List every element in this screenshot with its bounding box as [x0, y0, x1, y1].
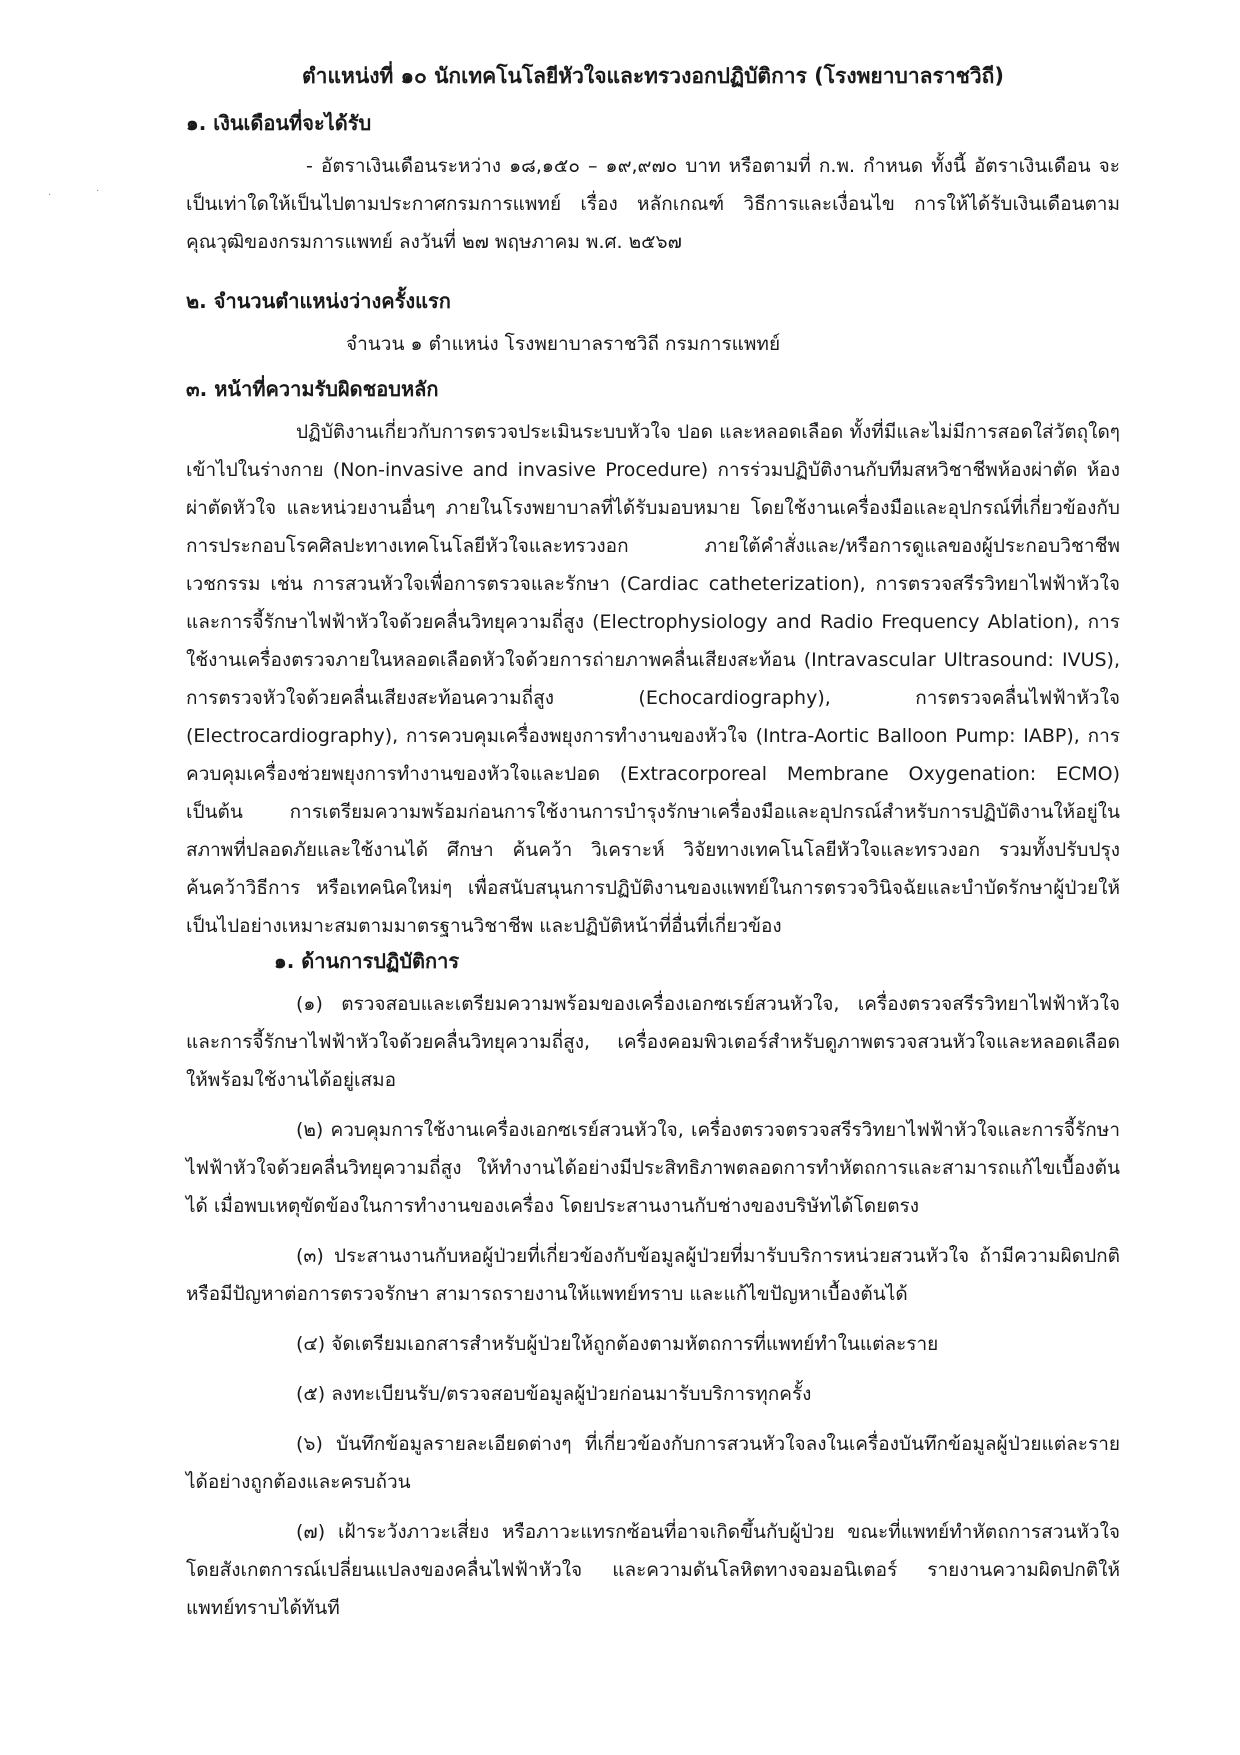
duty-item-1: (๑) ตรวจสอบและเตรียมความพร้อมของเครื่องเอกซเรย์สวนหัวใจ, เครื่องตรวจสรีรวิทยาไฟฟ้าหัวใจและการจี้รักษาไฟฟ้าหัวใจด้วยคลื่นวิทยุความถี่สูง, เครื่องคอมพิวเตอร์สำหรับดูภาพตรวจสวนหัวใจและหลอดเลือด ให้พร้อมใช้งานได้อยู่เสมอ: [186, 993, 1120, 1091]
section-1-heading: ๑. เงินเดือนที่จะได้รับ: [186, 111, 372, 135]
section-3-heading: ๓. หน้าที่ความรับผิดชอบหลัก: [186, 377, 439, 401]
duty-item-3: (๓) ประสานงานกับหอผู้ป่วยที่เกี่ยวข้องกับข้อมูลผู้ป่วยที่มารับบริการหน่วยสวนหัวใจ ถ้ามีความผิดปกติหรือมีปัญหาต่อการตรวจรักษา สามารถรายงานให้แพทย์ทราบ และแก้ไขปัญหาเบื้องต้นได้: [186, 1245, 1120, 1305]
scan-speck: ·: [96, 186, 100, 197]
section-2-heading: ๒. จำนวนตำแหน่งว่างครั้งแรก: [186, 289, 451, 313]
duty-item-6: (๖) บันทึกข้อมูลรายละเอียดต่างๆ ที่เกี่ยวข้องกับการสวนหัวใจลงในเครื่องบันทึกข้อมูลผู้ป่วยแต่ละรายได้อย่างถูกต้องและครบถ้วน: [186, 1433, 1120, 1493]
duty-item-4: (๔) จัดเตรียมเอกสารสำหรับผู้ป่วยให้ถูกต้องตามหัตถการที่แพทย์ทำในแต่ละราย: [296, 1333, 939, 1355]
salary-paragraph: - อัตราเงินเดือนระหว่าง ๑๘,๑๕๐ – ๑๙,๙๗๐ บาท หรือตามที่ ก.พ. กำหนด ทั้งนี้ อัตราเงินเดือน จะเป็นเท่าใดให้เป็นไปตามประกาศกรมการแพทย์ เรื่อง หลักเกณฑ์ วิธีการและเงื่อนไข การให้ได้รับเงินเดือนตามคุณวุฒิของกรมการแพทย์ ลงวันที่ ๒๗ พฤษภาคม พ.ศ. ๒๕๖๗: [186, 155, 1120, 253]
duty-item-5: (๕) ลงทะเบียนรับ/ตรวจสอบข้อมูลผู้ป่วยก่อนมารับบริการทุกครั้ง: [296, 1383, 812, 1405]
scan-speck: ·: [48, 190, 52, 201]
vacancy-paragraph: จำนวน ๑ ตำแหน่ง โรงพยาบาลราชวิถี กรมการแพทย์: [346, 333, 781, 355]
duty-item-2: (๒) ควบคุมการใช้งานเครื่องเอกซเรย์สวนหัวใจ, เครื่องตรวจตรวจสรีรวิทยาไฟฟ้าหัวใจและการจี้รักษาไฟฟ้าหัวใจด้วยคลื่นวิทยุความถี่สูง ให้ทำงานได้อย่างมีประสิทธิภาพตลอดการทำหัตถการและสามารถแก้ไขเบื้องต้นได้ เมื่อพบเหตุขัดข้องในการทำงานของเครื่อง โดยประสานงานกับช่างของบริษัทได้โดยตรง: [186, 1119, 1120, 1217]
duty-item-7: (๗) เฝ้าระวังภาวะเสี่ยง หรือภาวะแทรกซ้อนที่อาจเกิดขึ้นกับผู้ป่วย ขณะที่แพทย์ทำหัตถการสวนหัวใจ โดยสังเกตการณ์เปลี่ยนแปลงของคลื่นไฟฟ้าหัวใจ และความดันโลหิตทางจอมอนิเตอร์ รายงานความผิดปกติให้แพทย์ทราบได้ทันที: [186, 1521, 1120, 1619]
duties-paragraph: ปฏิบัติงานเกี่ยวกับการตรวจประเมินระบบหัวใจ ปอด และหลอดเลือด ทั้งที่มีและไม่มีการสอดใส่วัตถุใดๆ เข้าไปในร่างกาย (Non-invasive and invasive Procedure) การร่วมปฏิบัติงานกับทีมสหวิชาชีพห้องผ่าตัด ห้องผ่าตัดหัวใจ และหน่วยงานอื่นๆ ภายในโรงพยาบาลที่ได้รับมอบหมาย โดยใช้งานเครื่องมือและอุปกรณ์ที่เกี่ยวข้องกับการประกอบโรคศิลปะทางเทคโนโลยีหัวใจและทรวงอก ภายใต้คำสั่งและ/หรือการดูแลของผู้ประกอบวิชาชีพเวชกรรม เช่น การสวนหัวใจเพื่อการตรวจและรักษา (Cardiac catheterization), การตรวจสรีรวิทยาไฟฟ้าหัวใจและการจี้รักษาไฟฟ้าหัวใจด้วยคลื่นวิทยุความถี่สูง (Electrophysiology and Radio Frequency Ablation), การใช้งานเครื่องตรวจภายในหลอดเลือดหัวใจด้วยการถ่ายภาพคลื่นเสียงสะท้อน (Intravascular Ultrasound: IVUS), การตรวจหัวใจด้วยคลื่นเสียงสะท้อนความถี่สูง (Echocardiography), การตรวจคลื่นไฟฟ้าหัวใจ (Electrocardiography), การควบคุมเครื่องพยุงการทำงานของหัวใจ (Intra-Aortic Balloon Pump: IABP), การควบคุมเครื่องช่วยพยุงการทำงานของหัวใจและปอด (Extracorporeal Membrane Oxygenation: ECMO) เป็นต้น การเตรียมความพร้อมก่อนการใช้งานการบำรุงรักษาเครื่องมือและอุปกรณ์สำหรับการปฏิบัติงานให้อยู่ในสภาพที่ปลอดภัยและใช้งานได้ ศึกษา ค้นคว้า วิเคราะห์ วิจัยทางเทคโนโลยีหัวใจและทรวงอก รวมทั้งปรับปรุง ค้นคว้าวิธีการ หรือเทคนิคใหม่ๆ เพื่อสนับสนุนการปฏิบัติงานของแพทย์ในการตรวจวินิจฉัยและบำบัดรักษาผู้ป่วยให้เป็นไปอย่างเหมาะสมตามมาตรฐานวิชาชีพ และปฏิบัติหน้าที่อื่นที่เกี่ยวข้อง: [186, 421, 1120, 937]
operations-subheading: ๑. ด้านการปฏิบัติการ: [274, 949, 460, 973]
page-title: ตำแหน่งที่ ๑๐ นักเทคโนโลยีหัวใจและทรวงอกปฏิบัติการ (โรงพยาบาลราชวิถี): [302, 64, 1004, 88]
